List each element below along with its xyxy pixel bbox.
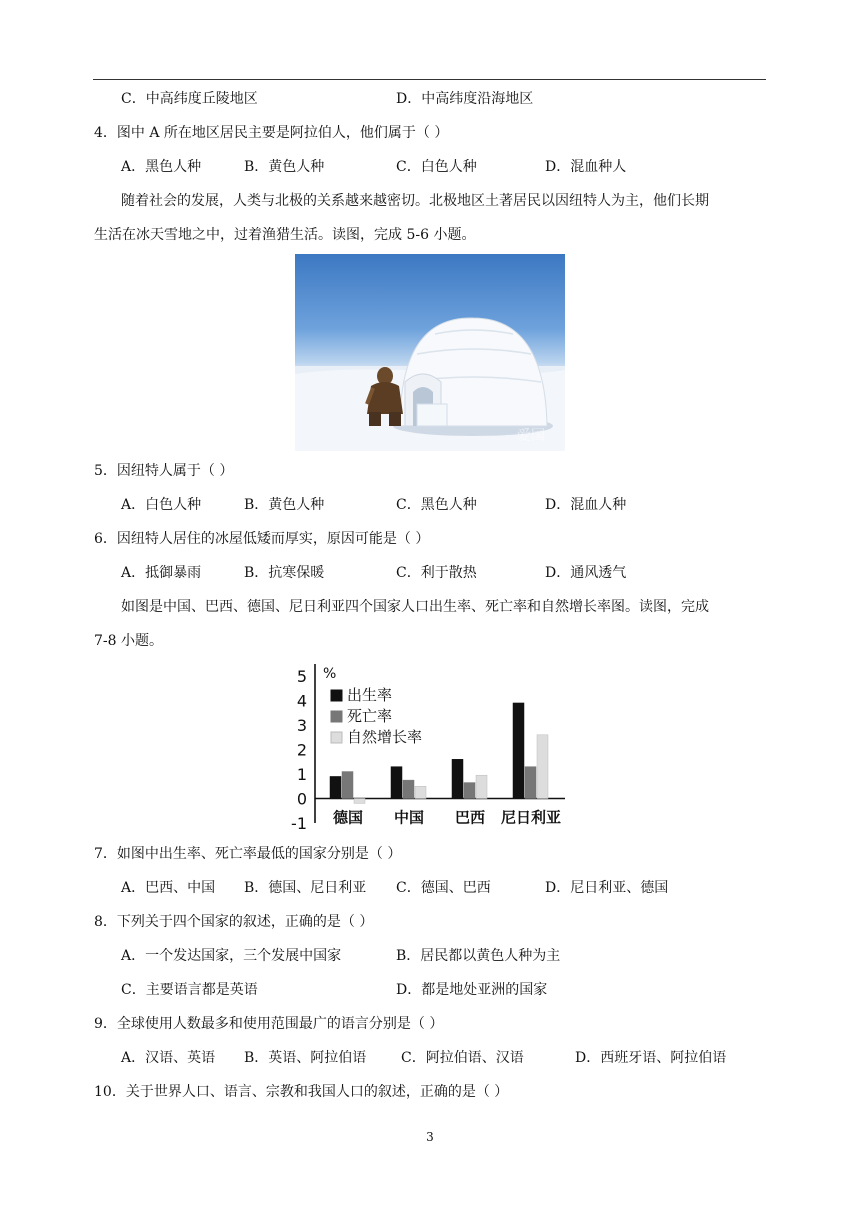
header-rule (93, 79, 766, 80)
q6-option-c: C．利于散热 (396, 565, 477, 581)
x-tick-label: 德国 (332, 808, 364, 827)
bar (415, 786, 426, 798)
q6-option-d: D．通风透气 (545, 565, 627, 581)
q7-option-c: C．德国、巴西 (396, 880, 491, 896)
igloo-photo (295, 254, 565, 451)
y-tick-label: 2 (296, 740, 307, 760)
q9-stem: 9．全球使用人数最多和使用范围最广的语言分别是（ ） (94, 1016, 444, 1032)
bar (330, 776, 341, 798)
bar (391, 767, 402, 799)
legend-swatch (331, 690, 342, 701)
q8-option-d: D．都是地处亚洲的国家 (396, 982, 548, 998)
q6-option-b: B．抗寒保暖 (244, 565, 325, 581)
y-tick-label: 3 (296, 716, 307, 735)
q5-option-b: B．黄色人种 (244, 497, 325, 513)
bar (537, 735, 548, 799)
legend-swatch (331, 711, 342, 722)
page-number: 3 (426, 1130, 434, 1144)
q9-option-b: B．英语、阿拉伯语 (244, 1050, 367, 1066)
q4-option-d: D．混血种人 (545, 159, 627, 175)
bar (525, 767, 536, 799)
y-tick-label: -1 (291, 814, 307, 832)
x-tick-label: 尼日利亚 (500, 808, 562, 827)
q7-option-a: A．巴西、中国 (121, 880, 216, 896)
photo-watermark: 爱国 (517, 428, 545, 444)
legend-swatch (331, 732, 342, 743)
q7-option-d: D．尼日利亚、德国 (545, 880, 669, 896)
x-tick-label: 巴西 (454, 808, 486, 827)
igloo-illustration (295, 254, 565, 451)
population-rate-chart (285, 660, 575, 832)
legend-label: 出生率 (347, 686, 393, 704)
bar (513, 703, 524, 799)
q5-option-c: C．黑色人种 (396, 497, 477, 513)
bar (342, 772, 353, 799)
q9-option-d: D．西班牙语、阿拉伯语 (575, 1050, 727, 1066)
q5-option-a: A．白色人种 (121, 497, 202, 513)
q4-option-c: C．白色人种 (396, 159, 477, 175)
q8-option-b: B．居民都以黄色人种为主 (396, 948, 561, 964)
q8-option-a: A．一个发达国家，三个发展中国家 (121, 948, 342, 964)
passage1-line1: 随着社会的发展，人类与北极的关系越来越密切。北极地区土著居民以因纽特人为主，他们长期 (121, 193, 709, 209)
q4-option-b: B．黄色人种 (244, 159, 325, 175)
q4-option-a: A．黑色人种 (121, 159, 202, 175)
bar (452, 759, 463, 798)
q7-option-b: B．德国、尼日利亚 (244, 880, 367, 896)
q7-stem: 7．如图中出生率、死亡率最低的国家分别是（ ） (94, 846, 402, 862)
q5-option-d: D．混血人种 (545, 497, 627, 513)
y-tick-label: 1 (296, 765, 307, 784)
q6-stem: 6．因纽特人居住的冰屋低矮而厚实，原因可能是（ ） (94, 531, 430, 547)
q8-option-c: C．主要语言都是英语 (121, 982, 258, 998)
passage2-line1: 如图是中国、巴西、德国、尼日利亚四个国家人口出生率、死亡率和自然增长率图。读图，完成 (121, 599, 709, 615)
x-tick-label: 中国 (393, 808, 425, 827)
q3-option-c: C．中高纬度丘陵地区 (121, 91, 258, 107)
bar (464, 783, 475, 799)
q9-option-a: A．汉语、英语 (121, 1050, 216, 1066)
legend-label: 死亡率 (347, 707, 393, 725)
bar (403, 780, 414, 798)
q9-option-c: C．阿拉伯语、汉语 (401, 1050, 524, 1066)
passage2-line2: 7-8 小题。 (94, 633, 163, 649)
y-tick-label: 4 (296, 691, 307, 711)
y-tick-label: 5 (296, 667, 307, 686)
q4-stem: 4．图中 A 所在地区居民主要是阿拉伯人，他们属于（ ） (94, 125, 449, 141)
passage1-line2: 生活在冰天雪地之中，过着渔猎生活。读图，完成 5-6 小题。 (94, 227, 476, 243)
snow-block (417, 404, 447, 426)
legend-label: 自然增长率 (347, 728, 423, 746)
q3-option-d: D．中高纬度沿海地区 (396, 91, 534, 107)
q5-stem: 5．因纽特人属于（ ） (94, 463, 234, 479)
bar (476, 775, 487, 798)
q10-stem: 10．关于世界人口、语言、宗教和我国人口的叙述，正确的是（ ） (94, 1084, 509, 1100)
q8-stem: 8．下列关于四个国家的叙述，正确的是（ ） (94, 914, 374, 930)
y-tick-label: 0 (296, 789, 307, 809)
q6-option-a: A．抵御暴雨 (121, 565, 202, 581)
chart-svg (285, 660, 575, 832)
bar (354, 799, 365, 804)
y-axis-label: % (323, 666, 337, 682)
